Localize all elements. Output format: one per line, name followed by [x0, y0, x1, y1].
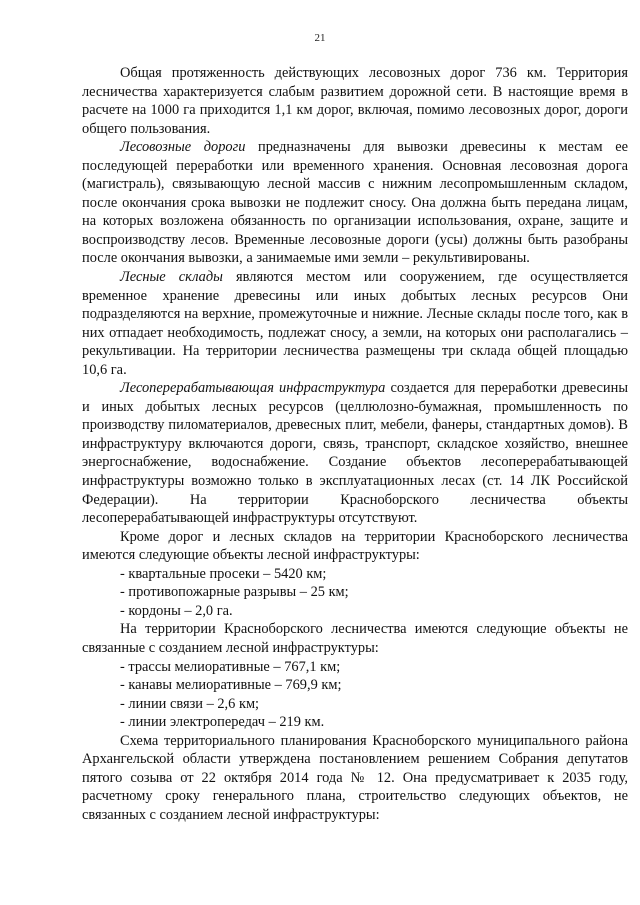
paragraph-logging-roads-text: предназначены для вывозки древесины к местам ее последующей переработки или временного хранения. Основная лесовозная дорога (магистраль), связывающую лесной массив с нижним лесопромышленным складом, после окончания срока вывозки не подлежит сносу. Она должна быть передана лицам, на которых возложена обязанность по организации использования, охране, защите и воспроизводству лесов. Временные лесовозные дороги (усы) должны быть разобраны после окончания вывозки, а занимаемые ими земли – рекультивированы. — [82, 139, 628, 267]
paragraph-timber-yards-text: являются местом или сооружением, где осуществляется временное хранение древесины или иных добытых лесных ресурсов Они подразделяются на верхние, промежуточные и нижние. Лесные склады после того, как в них отпадает необходимость, подлежат сносу, а земли, на которых они располагались – рекультивации. На территории лесничества размещены три склада общей площадью 10,6 га. — [82, 269, 629, 378]
list-item: - квартальные просеки – 5420 км; — [120, 565, 327, 582]
term-processing-infrastructure: Лесоперерабатывающая инфраструктура — [120, 380, 386, 397]
term-timber-yards: Лесные склады — [120, 269, 223, 286]
paragraph-timber-yards — [82, 268, 628, 379]
paragraph-logging-roads — [82, 138, 628, 268]
list-item: - канавы мелиоративные – 769,9 км; — [120, 677, 342, 694]
list-item: - кордоны – 2,0 га. — [120, 602, 233, 619]
paragraph-processing-infrastructure — [82, 379, 628, 527]
term-logging-roads: Лесовозные дороги — [120, 139, 246, 156]
list-item: - линии электропередач – 219 км. — [120, 714, 325, 731]
document-body — [82, 64, 628, 824]
paragraph-territorial-planning: Схема территориального планирования Красноборского муниципального района Архангельской области утверждена постановлением решением Собрания депутатов пятого созыва от 22 октября 2014 года № 12. Она предусматривает к 2035 году, расчетному сроку генерального плана, строительство следующих объектов, не связанных с созданием лесной инфраструктуры: — [82, 732, 628, 823]
paragraph-non-forest-objects-intro: На территории Красноборского лесничества имеются следующие объекты не связанные с созданием лесной инфраструктуры: — [82, 621, 628, 656]
list-item: - трассы мелиоративные – 767,1 км; — [120, 658, 341, 675]
list-item: - противопожарные разрывы – 25 км; — [120, 584, 349, 601]
paragraph-processing-infrastructure-text: создается для переработки древесины и иных добытых лесных ресурсов (целлюлозно-бумажная, промышленность по производству пиломатериалов, древесных плит, мебели, фанеры, стандартных домов). В инфраструктуру включаются дороги, связь, транспорт, складское хозяйство, внешнее энергоснабжение, водоснабжение. Создание объектов лесоперерабатывающей инфраструктуры возможно только в эксплуатационных лесах (ст. 14 ЛК Российской Федерации). На территории Красноборского лесничества объекты лесоперерабатывающей инфраструктуры отсутствуют. — [82, 380, 628, 527]
paragraph-forest-infrastructure-intro: Кроме дорог и лесных складов на территории Красноборского лесничества имеются следующие объекты лесной инфраструктуры: — [82, 528, 628, 564]
paragraph-road-length: Общая протяженность действующих лесовозных дорог 736 км. Территория лесничества характеризуется слабым развитием дорожной сети. В настоящие время в расчете на 1000 га приходится 1,1 км дорог, включая, помимо лесовозных дорог, дороги общего пользования. — [82, 65, 628, 137]
page-number: 21 — [314, 32, 326, 44]
list-item: - линии связи – 2,6 км; — [120, 695, 260, 712]
